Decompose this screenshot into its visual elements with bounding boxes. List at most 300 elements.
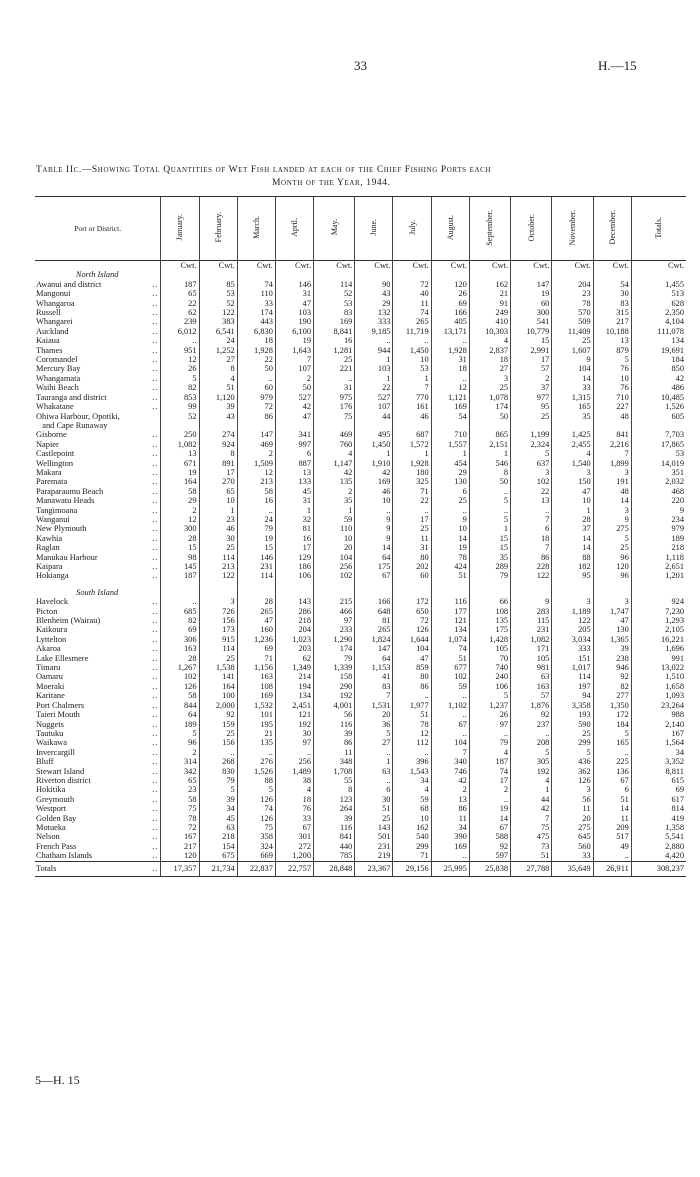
leader-dots: ..: [152, 505, 159, 515]
value-cell: 69: [431, 299, 469, 308]
leader-dots: ..: [152, 458, 159, 468]
leader-dots: ..: [152, 533, 159, 543]
value-cell: 76: [275, 804, 313, 813]
port-name: [35, 477, 161, 486]
value-cell: 126: [161, 682, 199, 691]
value-cell: 54: [431, 412, 469, 421]
value-cell: 23: [552, 289, 593, 298]
value-cell: 20: [355, 710, 393, 719]
value-cell: 25: [552, 336, 593, 345]
value-cell: 2: [161, 506, 199, 515]
value-cell: 42: [631, 374, 686, 383]
port-name: [35, 682, 161, 691]
leader-dots: ..: [152, 625, 159, 635]
port-name: [35, 468, 161, 477]
value-cell: 9: [355, 534, 393, 543]
value-cell: 100: [199, 691, 237, 700]
table-row: [35, 280, 686, 289]
value-cell: 162: [393, 823, 431, 832]
value-cell: 133: [275, 477, 313, 486]
value-cell: 33: [237, 299, 275, 308]
leader-dots: ..: [152, 757, 159, 767]
value-cell: 9,185: [355, 327, 393, 336]
value-cell: 67: [469, 823, 510, 832]
value-cell: 27: [469, 364, 510, 373]
value-cell: 215: [314, 597, 355, 606]
value-cell: 18: [275, 795, 313, 804]
value-cell: 57: [511, 691, 552, 700]
value-cell: 47: [275, 299, 313, 308]
value-cell: 5: [552, 748, 593, 757]
port-label: Napier: [36, 439, 59, 449]
value-cell: 265: [237, 607, 275, 616]
table-row: [35, 534, 686, 543]
unit-cell: [35, 261, 161, 271]
value-cell: 7: [593, 449, 631, 458]
leader-dots: ..: [152, 571, 159, 581]
value-cell: 10: [552, 496, 593, 505]
port-name: [35, 842, 161, 851]
column-header: [275, 197, 313, 261]
port-name: [35, 515, 161, 524]
value-cell: 7: [431, 748, 469, 757]
value-cell: 14: [431, 534, 469, 543]
value-cell: 1: [355, 757, 393, 766]
value-cell: 169: [431, 842, 469, 851]
value-cell: 268: [199, 757, 237, 766]
leader-dots: ..: [152, 672, 159, 682]
value-cell: 436: [552, 757, 593, 766]
value-cell: 10: [314, 534, 355, 543]
value-cell: 53: [393, 364, 431, 373]
value-cell: 67: [431, 720, 469, 729]
spacer-cell: [199, 581, 237, 588]
port-name: [35, 402, 161, 411]
port-label: Hokianga: [36, 571, 69, 581]
value-cell: 18: [237, 336, 275, 345]
value-cell: 924: [631, 597, 686, 606]
value-cell: 13: [593, 336, 631, 345]
value-cell: 1,281: [314, 346, 355, 355]
value-cell: 49: [593, 842, 631, 851]
value-cell: 1,074: [431, 635, 469, 644]
value-cell: 169: [314, 317, 355, 326]
value-cell: 1,928: [431, 346, 469, 355]
value-cell: [511, 421, 552, 430]
leader-dots: ..: [152, 863, 159, 873]
port-label: Oamaru: [36, 672, 63, 682]
value-cell: 588: [469, 832, 510, 841]
value-cell: 6,012: [161, 327, 199, 336]
table-row: [35, 710, 686, 719]
value-cell: 7: [511, 814, 552, 823]
unit-cell: Cwt.: [355, 261, 393, 271]
value-cell: 540: [393, 832, 431, 841]
value-cell: 1,156: [237, 663, 275, 672]
unit-cell: Cwt.: [631, 261, 686, 271]
value-cell: 1,658: [631, 682, 686, 691]
value-cell: 180: [393, 468, 431, 477]
value-cell: 1,538: [199, 663, 237, 672]
value-cell: 16: [275, 534, 313, 543]
value-cell: 351: [631, 468, 686, 477]
port-name: [35, 767, 161, 776]
value-cell: 25: [469, 383, 510, 392]
value-cell: 213: [199, 562, 237, 571]
value-cell: 164: [161, 477, 199, 486]
value-cell: 10: [355, 496, 393, 505]
value-cell: 173: [199, 625, 237, 634]
value-cell: 169: [431, 402, 469, 411]
leader-dots: ..: [152, 841, 159, 851]
table-row: [35, 729, 686, 738]
value-cell: 78: [161, 814, 199, 823]
value-cell: 6: [593, 785, 631, 794]
value-cell: [431, 421, 469, 430]
value-cell: 405: [431, 317, 469, 326]
value-cell: 513: [631, 289, 686, 298]
empty-cell: [393, 588, 431, 597]
value-cell: 13: [431, 795, 469, 804]
value-cell: 74: [393, 308, 431, 317]
port-name: [35, 757, 161, 766]
value-cell: 110: [237, 289, 275, 298]
table-row: [35, 477, 686, 486]
value-cell: 13,171: [431, 327, 469, 336]
value-cell: 45: [275, 487, 313, 496]
value-cell: ..: [355, 748, 393, 757]
table-row: [35, 412, 686, 421]
value-cell: 165: [552, 402, 593, 411]
value-cell: 299: [393, 842, 431, 851]
value-cell: 227: [593, 402, 631, 411]
port-name: [35, 440, 161, 449]
value-cell: 33: [552, 383, 593, 392]
value-cell: 8: [469, 468, 510, 477]
value-cell: 924: [199, 440, 237, 449]
port-label: Motueka: [36, 822, 66, 832]
value-cell: 105: [511, 654, 552, 663]
value-cell: 217: [593, 317, 631, 326]
value-cell: 53: [631, 449, 686, 458]
value-cell: 88: [552, 553, 593, 562]
table-title-line-2: Month of the Year, 1944.: [272, 178, 391, 188]
value-cell: 7,230: [631, 607, 686, 616]
value-cell: 6,100: [275, 327, 313, 336]
port-label: Nuggets: [36, 719, 64, 729]
column-header: [161, 197, 199, 261]
unit-cell: Cwt.: [431, 261, 469, 271]
value-cell: 2,455: [552, 440, 593, 449]
leader-dots: ..: [152, 738, 159, 748]
port-label: Port Chalmers: [36, 700, 85, 710]
port-name: [35, 616, 161, 625]
value-cell: 58: [161, 487, 199, 496]
value-cell: 75: [237, 823, 275, 832]
value-cell: 9: [511, 597, 552, 606]
value-cell: 31: [275, 496, 313, 505]
value-cell: 23,264: [631, 701, 686, 710]
value-cell: 17: [469, 776, 510, 785]
leader-dots: ..: [152, 355, 159, 365]
value-cell: 44: [511, 795, 552, 804]
value-cell: 46: [393, 412, 431, 421]
value-cell: 111,078: [631, 327, 686, 336]
leader-dots: ..: [152, 562, 159, 571]
value-cell: 85: [199, 280, 237, 289]
value-cell: 96: [593, 571, 631, 580]
value-cell: 8: [199, 364, 237, 373]
spacer-cell: [593, 581, 631, 588]
value-cell: 105: [469, 644, 510, 653]
value-cell: 1: [314, 506, 355, 515]
value-cell: 11: [314, 748, 355, 757]
value-cell: 1: [469, 449, 510, 458]
value-cell: 57: [511, 364, 552, 373]
value-cell: 5: [469, 496, 510, 505]
value-cell: 272: [275, 842, 313, 851]
value-cell: 333: [355, 317, 393, 326]
value-cell: ..: [199, 748, 237, 757]
value-cell: 169: [355, 477, 393, 486]
value-cell: 17: [511, 355, 552, 364]
value-cell: 5: [593, 534, 631, 543]
port-label: Waikawa: [36, 738, 67, 748]
value-cell: 52: [314, 289, 355, 298]
value-cell: 208: [511, 738, 552, 747]
value-cell: 114: [199, 553, 237, 562]
value-cell: 16: [237, 496, 275, 505]
port-name: [35, 832, 161, 841]
value-cell: 239: [161, 317, 199, 326]
value-cell: 1,093: [631, 691, 686, 700]
value-cell: 305: [511, 757, 552, 766]
value-cell: ..: [237, 506, 275, 515]
value-cell: 9: [631, 506, 686, 515]
value-cell: 527: [275, 393, 313, 402]
value-cell: 83: [314, 308, 355, 317]
table-row: [35, 654, 686, 663]
value-cell: 979: [631, 524, 686, 533]
value-cell: 218: [199, 832, 237, 841]
value-cell: 1,201: [631, 571, 686, 580]
value-cell: 39: [199, 402, 237, 411]
value-cell: 669: [237, 851, 275, 861]
value-cell: 72: [393, 280, 431, 289]
spacer-row: [35, 581, 686, 588]
document-reference: H.—15: [598, 58, 637, 73]
value-cell: 90: [355, 280, 393, 289]
value-cell: 300: [161, 524, 199, 533]
value-cell: 47: [593, 616, 631, 625]
value-cell: 1,489: [275, 767, 313, 776]
value-cell: 3: [511, 468, 552, 477]
value-cell: 11: [431, 814, 469, 823]
value-cell: 22: [511, 487, 552, 496]
value-cell: 1,293: [631, 616, 686, 625]
value-cell: 671: [161, 459, 199, 468]
value-cell: 11: [393, 299, 431, 308]
unit-cell: Cwt.: [552, 261, 593, 271]
value-cell: 1,121: [431, 393, 469, 402]
port-name: [35, 776, 161, 785]
port-name: [35, 644, 161, 653]
unit-cell: Cwt.: [393, 261, 431, 271]
value-cell: 1,425: [552, 430, 593, 439]
value-cell: 234: [631, 515, 686, 524]
value-cell: 975: [314, 393, 355, 402]
table-row: [35, 644, 686, 653]
value-cell: 5: [355, 729, 393, 738]
unit-cell: Cwt.: [237, 261, 275, 271]
value-cell: 175: [355, 562, 393, 571]
spacer-cell: [275, 581, 313, 588]
value-cell: 166: [431, 308, 469, 317]
value-cell: 7: [275, 355, 313, 364]
value-cell: 3: [552, 468, 593, 477]
value-cell: 887: [275, 459, 313, 468]
value-cell: ..: [431, 691, 469, 700]
value-cell: 1: [199, 506, 237, 515]
value-cell: 1,510: [631, 672, 686, 681]
value-cell: 23: [161, 785, 199, 794]
value-cell: 541: [511, 317, 552, 326]
value-cell: 1,017: [552, 663, 593, 672]
value-cell: 29: [355, 299, 393, 308]
value-cell: 192: [275, 720, 313, 729]
value-cell: 10: [393, 814, 431, 823]
value-cell: 80: [393, 672, 431, 681]
value-cell: 13: [161, 449, 199, 458]
value-cell: 637: [511, 459, 552, 468]
value-cell: 2: [161, 748, 199, 757]
value-cell: 1: [355, 355, 393, 364]
value-cell: 150: [552, 477, 593, 486]
value-cell: 1,543: [393, 767, 431, 776]
value-cell: 675: [199, 851, 237, 861]
value-cell: 164: [199, 682, 237, 691]
value-cell: 342: [161, 767, 199, 776]
port-label: Paraparaumu Beach: [36, 486, 104, 496]
value-cell: 8,811: [631, 767, 686, 776]
value-cell: 64: [355, 553, 393, 562]
units-row: [35, 261, 686, 271]
leader-dots: ..: [152, 681, 159, 691]
table-row: [35, 430, 686, 439]
value-cell: 424: [431, 562, 469, 571]
total-cell: 308,237: [631, 861, 686, 876]
value-cell: 3: [552, 785, 593, 794]
table-row: [35, 468, 686, 477]
value-cell: 123: [314, 795, 355, 804]
value-cell: 116: [431, 597, 469, 606]
port-label: Coromandel: [36, 355, 78, 365]
port-name: [35, 720, 161, 729]
value-cell: 102: [431, 672, 469, 681]
value-cell: 850: [631, 364, 686, 373]
value-cell: 2,032: [631, 477, 686, 486]
unit-cell: Cwt.: [161, 261, 199, 271]
value-cell: 95: [552, 571, 593, 580]
value-cell: [199, 421, 237, 430]
value-cell: 28: [161, 654, 199, 663]
table-row: [35, 346, 686, 355]
value-cell: 2: [431, 785, 469, 794]
value-cell: 73: [511, 842, 552, 851]
value-cell: 101: [237, 710, 275, 719]
table-row: [35, 289, 686, 298]
value-cell: 2: [511, 374, 552, 383]
leader-dots: ..: [152, 543, 159, 553]
value-cell: 270: [199, 477, 237, 486]
value-cell: 114: [314, 280, 355, 289]
value-cell: 103: [355, 364, 393, 373]
value-cell: 42: [275, 402, 313, 411]
value-cell: 1,977: [393, 701, 431, 710]
value-cell: ..: [161, 597, 199, 606]
value-cell: 760: [314, 440, 355, 449]
value-cell: 265: [355, 625, 393, 634]
value-cell: 35: [469, 553, 510, 562]
value-cell: 340: [431, 757, 469, 766]
column-header: [314, 197, 355, 261]
value-cell: 29: [431, 468, 469, 477]
leader-dots: ..: [152, 439, 159, 449]
value-cell: 648: [355, 607, 393, 616]
value-cell: 52: [161, 412, 199, 421]
value-cell: 495: [355, 430, 393, 439]
value-cell: 859: [393, 663, 431, 672]
value-cell: 82: [593, 682, 631, 691]
port-label: Waihi Beach: [36, 383, 79, 393]
value-cell: 186: [275, 562, 313, 571]
value-cell: 221: [314, 364, 355, 373]
value-cell: 115: [511, 616, 552, 625]
value-cell: 10,303: [469, 327, 510, 336]
value-cell: 27: [199, 355, 237, 364]
value-cell: 16,221: [631, 635, 686, 644]
port-label: Totals: [36, 863, 57, 873]
value-cell: ..: [275, 748, 313, 757]
value-cell: 28: [552, 515, 593, 524]
port-label: Blenheim (Wairau): [36, 616, 101, 626]
table-row: [35, 625, 686, 634]
value-cell: 240: [469, 672, 510, 681]
value-cell: 92: [469, 842, 510, 851]
value-cell: 1,824: [355, 635, 393, 644]
value-cell: 204: [552, 280, 593, 289]
value-cell: 106: [469, 682, 510, 691]
value-cell: 104: [552, 364, 593, 373]
value-cell: 195: [237, 720, 275, 729]
column-header: [431, 197, 469, 261]
value-cell: 39: [593, 644, 631, 653]
value-cell: 597: [469, 851, 510, 861]
value-cell: 86: [314, 738, 355, 747]
value-cell: 2,651: [631, 562, 686, 571]
value-cell: 156: [199, 738, 237, 747]
value-cell: 45: [199, 814, 237, 823]
table-row: [35, 383, 686, 392]
value-cell: 615: [631, 776, 686, 785]
value-cell: 11,719: [393, 327, 431, 336]
port-name: [35, 336, 161, 345]
total-cell: 17,357: [161, 861, 199, 876]
port-label: Makara: [36, 467, 62, 477]
port-name: [35, 487, 161, 496]
value-cell: 120: [593, 562, 631, 571]
value-cell: 48: [593, 412, 631, 421]
